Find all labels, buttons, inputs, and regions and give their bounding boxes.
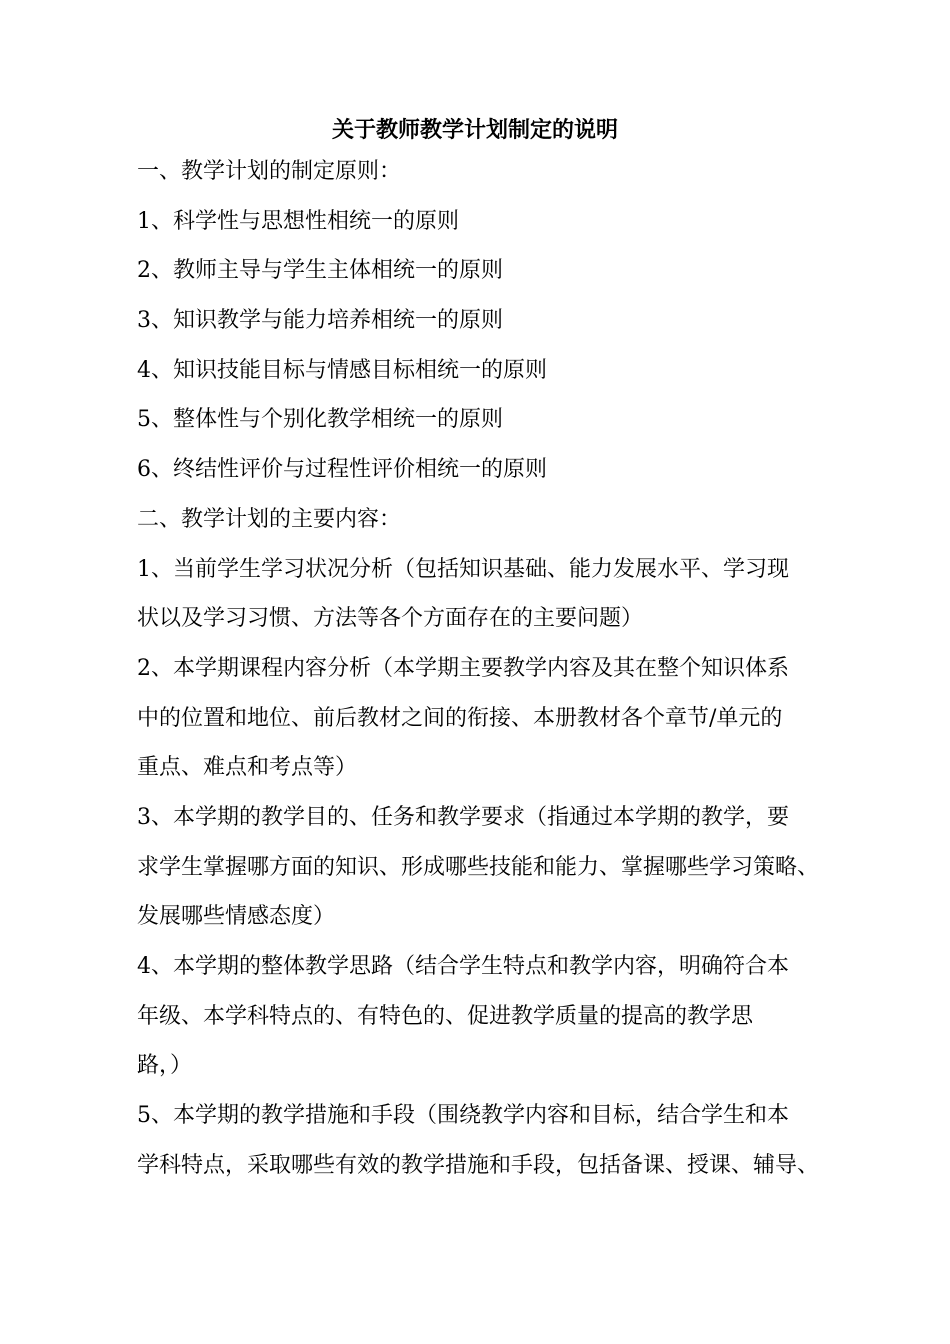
document-body [137,158,837,1201]
principle-item: 4、知识技能目标与情感目标相统一的原则 [137,357,547,383]
content-item-line: 重点、难点和考点等） [137,755,358,781]
section-heading-principles: 一、教学计划的制定原则： [137,159,402,184]
content-item-line: 求学生掌握哪方面的知识、形成哪些技能和能力、掌握哪些学习策略、 [137,854,820,880]
document-title: 关于教师教学计划制定的说明 [331,117,618,143]
content-item-line: 2、本学期课程内容分析（本学期主要教学内容及其在整个知识体系 [137,655,789,681]
content-item-line: 学科特点，采取哪些有效的教学措施和手段，包括备课、授课、辅导、 [137,1152,820,1178]
section-heading-contents: 二、教学计划的主要内容： [137,506,402,532]
content-item-line: 3、本学期的教学目的、任务和教学要求（指通过本学期的教学，要 [137,804,789,830]
content-item-line: 中的位置和地位、前后教材之间的衔接、本册教材各个章节/单元的 [137,705,783,731]
principle-item: 3、知识教学与能力培养相统一的原则 [137,308,503,334]
principle-item: 5、整体性与个别化教学相统一的原则 [137,407,503,433]
content-item-line: 5、本学期的教学措施和手段（围绕教学内容和目标，结合学生和本 [137,1103,789,1129]
content-item-line: 路，） [137,1053,193,1079]
content-item-line: 发展哪些情感态度） [137,904,336,930]
content-item-line: 状以及学习习惯、方法等各个方面存在的主要问题） [137,606,644,632]
content-item-line: 年级、本学科特点的、有特色的、促进教学质量的提高的教学思 [137,1003,754,1029]
content-item-line: 1、当前学生学习状况分析（包括知识基础、能力发展水平、学习现 [137,556,789,582]
principle-item: 1、科学性与思想性相统一的原则 [137,208,459,234]
content-item-line: 4、本学期的整体教学思路（结合学生特点和教学内容，明确符合本 [137,954,789,979]
principle-item: 6、终结性评价与过程性评价相统一的原则 [137,457,547,483]
principle-item: 2、教师主导与学生主体相统一的原则 [137,258,503,284]
